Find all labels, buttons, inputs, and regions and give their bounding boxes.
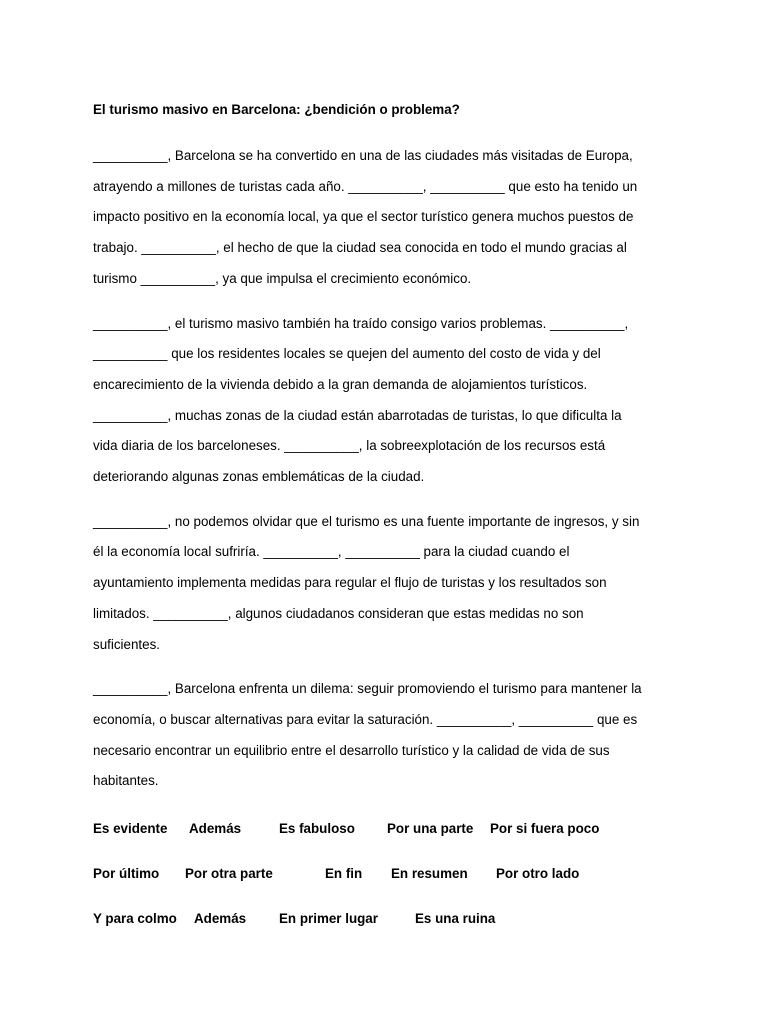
paragraph-3	[93, 507, 693, 661]
paragraph-2	[93, 309, 693, 493]
word-bank-item: Y para colmo	[93, 911, 177, 926]
word-bank-item: Es una ruina	[415, 911, 496, 926]
paragraph-line: suficientes.	[93, 636, 160, 652]
word-bank-item: Además	[194, 911, 247, 926]
paragraph-line: necesario encontrar un equilibrio entre el desarrollo turístico y la calidad de vida de sus	[93, 742, 610, 758]
paragraph-line: deteriorando algunas zonas emblemáticas de la ciudad.	[93, 469, 425, 485]
word-bank-item: En primer lugar	[279, 911, 378, 926]
word-bank-row-2	[93, 863, 693, 908]
word-bank-item: Por si fuera poco	[490, 821, 600, 836]
paragraph-line: __________, muchas zonas de la ciudad están abarrotadas de turistas, lo que dificulta la	[93, 407, 622, 423]
word-bank-item: Es fabuloso	[279, 821, 355, 836]
word-bank-item: En fin	[325, 866, 363, 881]
word-bank-item: Por último	[93, 866, 160, 881]
word-bank-item: Por otra parte	[185, 866, 273, 881]
paragraph-line: limitados. __________, algunos ciudadanos consideran que estas medidas no son	[93, 605, 584, 621]
paragraph-line: impacto positivo en la economía local, ya que el sector turístico genera muchos puestos de	[93, 209, 634, 225]
paragraph-line: turismo __________, ya que impulsa el crecimiento económico.	[93, 270, 472, 286]
paragraph-4	[93, 674, 693, 797]
paragraph-line: __________, no podemos olvidar que el turismo es una fuente importante de ingresos, y sin	[93, 513, 640, 529]
word-bank-row-1	[93, 818, 693, 863]
word-bank-item: Por una parte	[387, 821, 474, 836]
paragraph-line: ayuntamiento implementa medidas para regular el flujo de turistas y los resultados son	[93, 575, 607, 591]
paragraph-line: __________ que los residentes locales se quejen del aumento del costo de vida y del	[93, 346, 601, 362]
word-bank-row-3	[93, 908, 693, 953]
paragraph-line: habitantes.	[93, 773, 159, 789]
word-bank-item: Por otro lado	[496, 866, 580, 881]
paragraph-line: encarecimiento de la vivienda debido a la gran demanda de alojamientos turísticos.	[93, 376, 588, 392]
document-title: El turismo masivo en Barcelona: ¿bendición o problema?	[93, 102, 460, 117]
word-bank-item: Es evidente	[93, 821, 168, 836]
document-page	[93, 98, 693, 811]
word-bank-item: Además	[189, 821, 242, 836]
paragraph-line: __________, Barcelona se ha convertido en una de las ciudades más visitadas de Europa,	[93, 148, 633, 163]
paragraph-line: trabajo. __________, el hecho de que la ciudad sea conocida en todo el mundo gracias al	[93, 240, 627, 256]
paragraph-line: vida diaria de los barceloneses. __________, la sobreexplotación de los recursos está	[93, 438, 606, 454]
paragraph-line: él la economía local sufriría. __________, __________ para la ciudad cuando el	[93, 544, 570, 560]
paragraph-line: __________, el turismo masivo también ha traído consigo varios problemas. __________,	[93, 315, 629, 331]
word-bank	[93, 818, 693, 953]
paragraph-line: __________, Barcelona enfrenta un dilema: seguir promoviendo el turismo para mantener la	[93, 681, 642, 697]
paragraph-1	[93, 141, 693, 295]
word-bank-item: En resumen	[391, 866, 468, 881]
paragraph-line: economía, o buscar alternativas para evitar la saturación. __________, __________ que es	[93, 711, 638, 727]
paragraph-line: atrayendo a millones de turistas cada año. __________, __________ que esto ha tenido un	[93, 178, 638, 194]
